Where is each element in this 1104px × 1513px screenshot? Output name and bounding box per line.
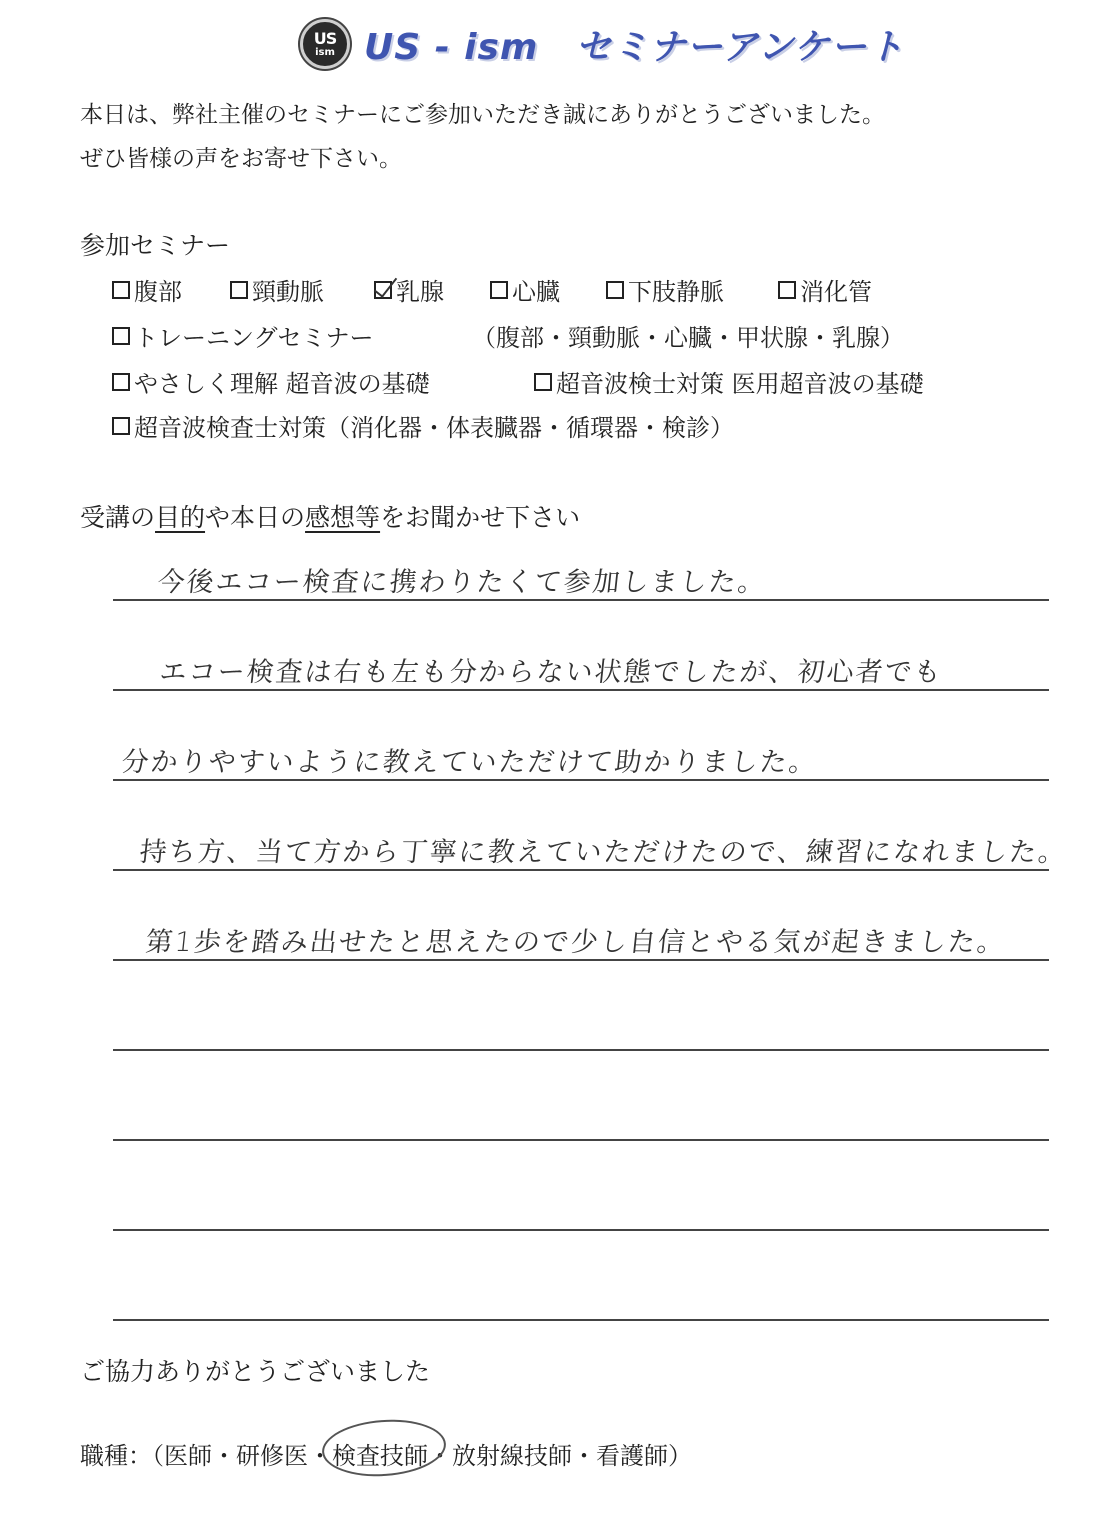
seminar-heading: 参加セミナー — [80, 231, 231, 260]
answer-rule-5 — [113, 959, 1049, 961]
option-breast[interactable]: 乳腺 — [374, 272, 490, 307]
job-type-selected-lab-technician[interactable]: 検査技師 — [332, 1436, 428, 1471]
thanks-text: ご協力ありがとうございました — [80, 1357, 431, 1386]
answer-rule-4 — [113, 869, 1049, 871]
checkbox-basic-ultrasound[interactable] — [112, 373, 130, 391]
answer-rule-8 — [113, 1229, 1049, 1231]
answer-rule-2 — [113, 689, 1049, 691]
checkbox-exam-prep-specialty[interactable] — [112, 417, 130, 435]
checkbox-heart[interactable] — [490, 281, 508, 299]
answer-line-3: 分かりやすいように教えていただけて助かりました。 — [120, 747, 820, 778]
option-carotid[interactable]: 頸動脈 — [230, 272, 374, 307]
feedback-question: 受講の目的や本日の感想等をお聞かせ下さい — [80, 503, 581, 532]
checkbox-breast-checked[interactable] — [374, 281, 392, 299]
job-type-prefix: 職種：（医師・研修医・ — [80, 1442, 332, 1470]
option-exam-prep-specialty[interactable]: 超音波検査士対策（消化器・体表臓器・循環器・検診） — [112, 408, 734, 443]
option-heart[interactable]: 心臓 — [490, 272, 606, 307]
answer-rule-3 — [113, 779, 1049, 781]
option-digestive-tract[interactable]: 消化管 — [778, 272, 872, 307]
underlined-purpose: 目的 — [155, 503, 206, 532]
training-seminar-note: （腹部・頸動脈・心臓・甲状腺・乳腺） — [472, 324, 904, 352]
answer-line-1: 今後エコー検査に携わりたくて参加しました。 — [156, 567, 769, 598]
checkbox-exam-prep-medical[interactable] — [534, 373, 552, 391]
job-type-field — [80, 1436, 692, 1471]
option-training-seminar[interactable]: トレーニングセミナー — [112, 318, 472, 353]
checkbox-lower-limb-vein[interactable] — [606, 281, 624, 299]
logo-bottom-text: ism — [315, 46, 335, 58]
answer-line-5: 第1歩を踏み出せたと思えたので少し自信とやる気が起きました。 — [144, 927, 1008, 958]
answer-rule-9 — [113, 1319, 1049, 1321]
seminar-row-3 — [112, 364, 924, 399]
answer-line-2: エコー検査は右も左も分からない状態でしたが、初心者でも — [158, 657, 945, 688]
checkbox-abdomen[interactable] — [112, 281, 130, 299]
us-ism-logo — [300, 19, 350, 69]
option-exam-prep-medical[interactable]: 超音波検士対策 医用超音波の基礎 — [534, 364, 924, 399]
seminar-row-2 — [112, 318, 904, 353]
option-abdomen[interactable]: 腹部 — [112, 272, 230, 307]
seminar-row-4 — [112, 408, 734, 443]
logo-top-text: US — [313, 28, 337, 48]
checkbox-training-seminar[interactable] — [112, 327, 130, 345]
option-lower-limb-vein[interactable]: 下肢静脈 — [606, 272, 778, 307]
page-title: US - ism セミナーアンケート — [364, 26, 905, 68]
answer-rule-7 — [113, 1139, 1049, 1141]
intro-line-1: 本日は、弊社主催のセミナーにご参加いただき誠にありがとうございました。 — [80, 102, 885, 128]
option-basic-ultrasound[interactable]: やさしく理解 超音波の基礎 — [112, 364, 534, 399]
seminar-row-1 — [112, 272, 872, 307]
answer-rule-1 — [113, 599, 1049, 601]
underlined-impressions: 感想等 — [305, 503, 381, 532]
answer-rule-6 — [113, 1049, 1049, 1051]
answer-line-4: 持ち方、当て方から丁寧に教えていただけたので、練習になれました。 — [138, 837, 1069, 868]
checkbox-carotid[interactable] — [230, 281, 248, 299]
job-type-suffix: ・放射線技師・看護師） — [428, 1442, 692, 1470]
header — [300, 14, 905, 74]
intro-line-2: ぜひ皆様の声をお寄せ下さい。 — [80, 146, 402, 172]
checkbox-digestive-tract[interactable] — [778, 281, 796, 299]
